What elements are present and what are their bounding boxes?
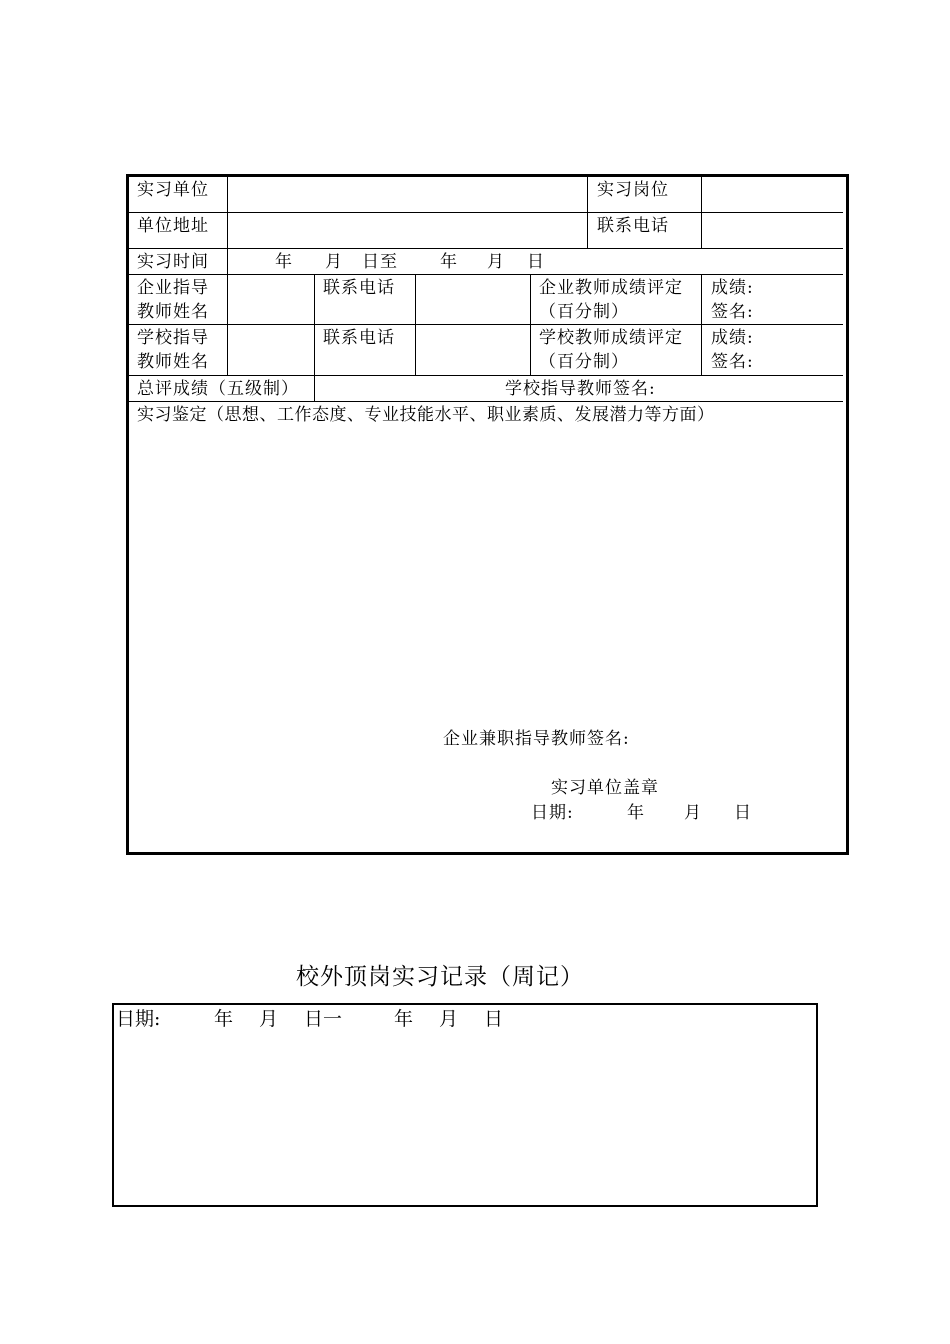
row-divider-2 (129, 248, 843, 249)
row-divider-5 (129, 375, 843, 376)
col-divider-f (415, 274, 416, 375)
unit-address-label: 单位地址 (137, 216, 209, 236)
internship-time-label: 实习时间 (137, 252, 209, 272)
col-divider-b (587, 177, 588, 248)
weekly-date-label: 日期: (116, 1008, 161, 1030)
school-score-label: 成绩: (711, 328, 754, 348)
total-score-label: 总评成绩（五级制） (137, 379, 299, 399)
col-divider-e (314, 274, 315, 401)
appraisal-heading: 实习鉴定（思想、工作态度、专业技能水平、职业素质、发展潜力等方面） (137, 405, 715, 425)
school-eval-label-2: （百分制） (539, 352, 629, 372)
school-sign-label: 签名: (711, 352, 754, 372)
weekly-end-year: 年 (394, 1008, 414, 1030)
weekly-record-box (112, 1003, 818, 1207)
weekly-start-day: 日一 (304, 1008, 343, 1030)
col-divider-g (530, 274, 531, 375)
enterprise-parttime-teacher-sign: 企业兼职指导教师签名: (443, 729, 630, 749)
appraisal-date-label: 日期: (531, 803, 574, 823)
weekly-start-month: 月 (259, 1008, 279, 1030)
weekly-record-title: 校外顶岗实习记录（周记） (296, 964, 584, 990)
enterprise-eval-label-1: 企业教师成绩评定 (539, 278, 683, 298)
appraisal-day-label: 日 (734, 803, 752, 823)
appraisal-month-label: 月 (684, 803, 702, 823)
row-divider-1 (129, 212, 843, 213)
internship-post-label: 实习岗位 (597, 180, 669, 200)
school-phone-label: 联系电话 (323, 328, 395, 348)
row-divider-6 (129, 401, 843, 402)
enterprise-score-label: 成绩: (711, 278, 754, 298)
end-month-label: 月 (487, 252, 505, 272)
internship-form-table (126, 174, 849, 855)
row-divider-4 (129, 324, 843, 325)
enterprise-teacher-label-2: 教师姓名 (137, 302, 209, 322)
enterprise-sign-label: 签名: (711, 302, 754, 322)
col-divider-d (227, 274, 228, 375)
enterprise-teacher-label-1: 企业指导 (137, 278, 209, 298)
weekly-start-year: 年 (214, 1008, 234, 1030)
enterprise-eval-label-2: （百分制） (539, 302, 629, 322)
school-teacher-label-2: 教师姓名 (137, 352, 209, 372)
col-divider-a (227, 177, 228, 274)
weekly-end-day: 日 (484, 1008, 504, 1030)
internship-unit-label: 实习单位 (137, 180, 209, 200)
appraisal-year-label: 年 (627, 803, 645, 823)
start-year-label: 年 (275, 252, 293, 272)
col-divider-h (701, 274, 702, 375)
school-teacher-sign-label: 学校指导教师签名: (505, 379, 656, 399)
unit-seal-label: 实习单位盖章 (551, 778, 659, 798)
enterprise-phone-label: 联系电话 (323, 278, 395, 298)
unit-phone-label: 联系电话 (597, 216, 669, 236)
weekly-end-month: 月 (439, 1008, 459, 1030)
end-year-label: 年 (440, 252, 458, 272)
end-day-label: 日 (527, 252, 545, 272)
row-divider-3 (129, 274, 843, 275)
school-teacher-label-1: 学校指导 (137, 328, 209, 348)
col-divider-c (701, 177, 702, 248)
school-eval-label-1: 学校教师成绩评定 (539, 328, 683, 348)
start-day-to-label: 日至 (362, 252, 398, 272)
start-month-label: 月 (325, 252, 343, 272)
